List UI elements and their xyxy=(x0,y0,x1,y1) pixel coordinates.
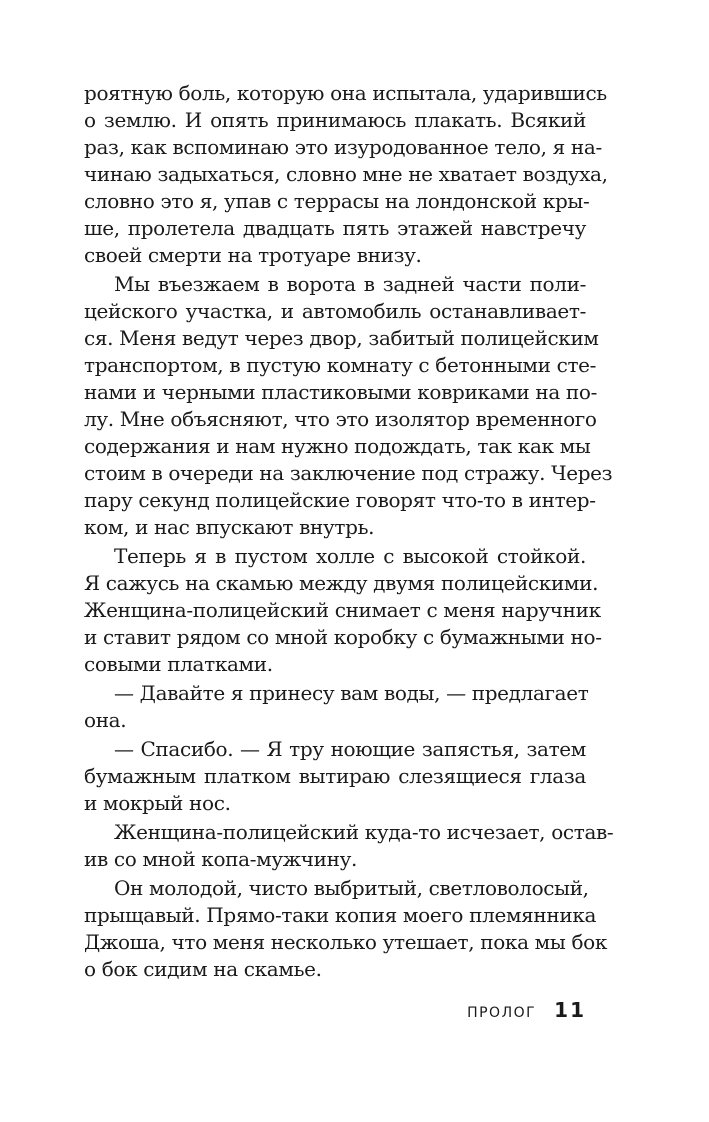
paragraph xyxy=(84,819,614,873)
paragraph xyxy=(84,875,607,983)
text-line: чинаю задыхаться, словно мне не хватает воздуха, xyxy=(84,162,608,186)
text-line: транспортом, в пустую комнату с бетонными сте- xyxy=(84,353,597,377)
paragraph xyxy=(84,80,608,269)
paragraph xyxy=(84,736,586,817)
text-line: о бок сидим на скамье. xyxy=(84,957,322,981)
text-line: стоим в очереди на заключение под стражу. Через xyxy=(84,461,613,485)
text-line: ив со мной копа-мужчину. xyxy=(84,847,358,871)
text-line: ком, и нас впускают внутрь. xyxy=(84,515,375,539)
paragraph xyxy=(84,543,602,678)
text-line: ся. Меня ведут через двор, забитый полицейским xyxy=(84,326,599,350)
text-line: роятную боль, которую она испытала, ударившись xyxy=(84,81,607,105)
text-line: содержания и нам нужно подождать, так как мы xyxy=(84,434,591,458)
text-line: бумажным платком вытираю слезящиеся глаза xyxy=(84,764,586,788)
section-title: ПРОЛОГ xyxy=(467,1005,537,1021)
text-line: словно это я, упав с террасы на лондонской кры- xyxy=(84,189,590,213)
text-line: Джоша, что меня несколько утешает, пока мы бок xyxy=(84,930,607,954)
text-line: и мокрый нос. xyxy=(84,791,231,815)
page-number: 11 xyxy=(554,998,586,1022)
paragraph xyxy=(84,271,613,541)
text-line: Женщина-полицейский куда-то исчезает, остав- xyxy=(114,820,614,844)
text-line: лу. Мне объясняют, что это изолятор временного xyxy=(84,407,597,431)
text-line: — Давайте я принесу вам воды, — предлагает xyxy=(114,681,589,705)
text-line: Он молодой, чисто выбритый, светловолосый, xyxy=(114,876,589,900)
text-line: Теперь я в пустом холле с высокой стойкой. xyxy=(114,544,586,568)
text-line: совыми платками. xyxy=(84,652,273,676)
text-line: прыщавый. Прямо-таки копия моего племянника xyxy=(84,903,597,927)
text-line: о землю. И опять принимаюсь плакать. Всякий xyxy=(84,108,586,132)
text-line: Я сажусь на скамью между двумя полицейскими. xyxy=(84,571,599,595)
text-line: Женщина-полицейский снимает с меня наручник xyxy=(84,598,601,622)
paragraph xyxy=(84,680,589,734)
text-line: ше, пролетела двадцать пять этажей навстречу xyxy=(84,216,586,240)
text-line: и ставит рядом со мной коробку с бумажными но- xyxy=(84,625,602,649)
page-body xyxy=(84,80,614,985)
text-line: пару секунд полицейские говорят что-то в интер- xyxy=(84,488,596,512)
text-line: нами и черными пластиковыми ковриками на по- xyxy=(84,380,597,404)
text-line: цейского участка, и автомобиль останавливает- xyxy=(84,299,586,323)
text-line: — Спасибо. — Я тру ноющие запястья, затем xyxy=(114,737,586,761)
text-line: Мы въезжаем в ворота в задней части поли- xyxy=(114,272,586,296)
running-footer xyxy=(460,998,586,1022)
text-line: своей смерти на тротуаре внизу. xyxy=(84,243,422,267)
text-line: она. xyxy=(84,708,127,732)
text-line: раз, как вспоминаю это изуродованное тело, я на- xyxy=(84,135,602,159)
